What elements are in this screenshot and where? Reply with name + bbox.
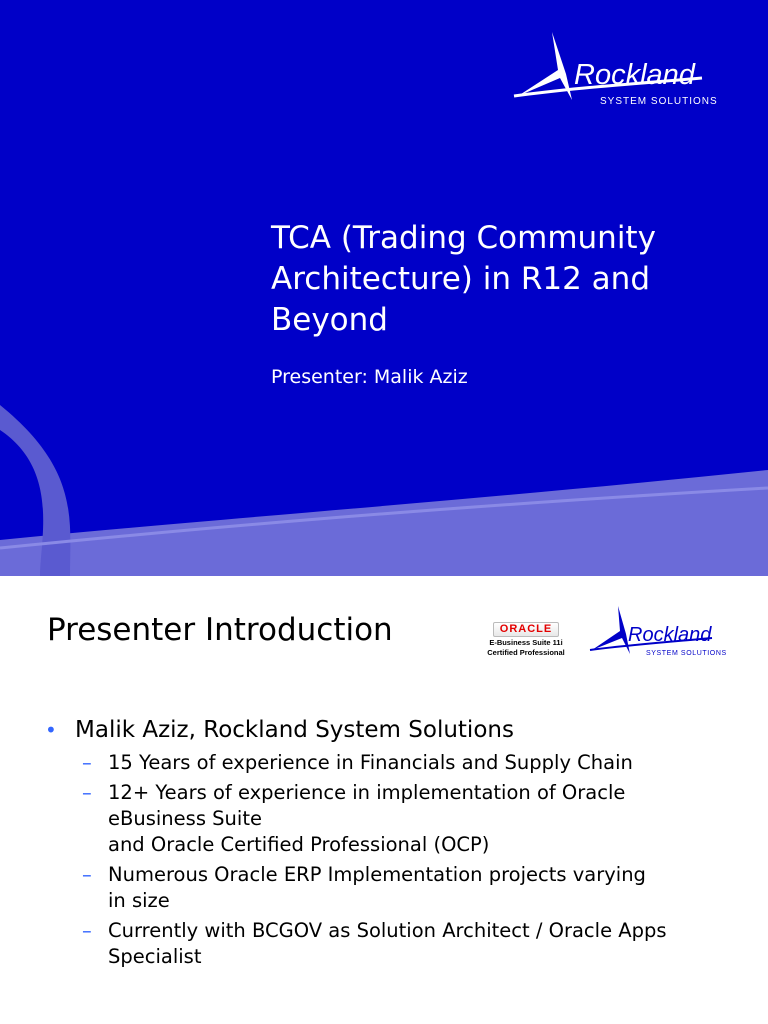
dash-bullet-icon: –: [82, 751, 92, 774]
logo-wordmark: Rockland: [574, 59, 695, 91]
presenter-name: Presenter: Malik Aziz: [271, 366, 468, 388]
rockland-logo: [512, 30, 736, 114]
logo-tagline: SYSTEM SOLUTIONS: [646, 650, 727, 657]
sub-bullet-text: Numerous Oracle ERP Implementation projects varying: [108, 863, 646, 886]
sub-bullet-text: 12+ Years of experience in implementation of Oracle: [108, 781, 626, 804]
logo-wordmark: Rockland: [628, 624, 712, 646]
title-line: TCA (Trading Community: [271, 220, 656, 256]
swoosh-band: [0, 470, 768, 576]
bullet-dot-icon: •: [45, 718, 57, 742]
oracle-certified-badge: [476, 617, 576, 657]
sub-bullet-text: eBusiness Suite: [108, 807, 262, 830]
rockland-logo-small: [588, 604, 734, 660]
main-bullet: [45, 714, 745, 746]
sub-bullet-text: Specialist: [108, 945, 202, 968]
sub-bullet-text: Currently with BCGOV as Solution Architect / Oracle Apps: [108, 919, 667, 942]
sub-bullet-text: and Oracle Certified Professional (OCP): [108, 833, 490, 856]
dash-bullet-icon: –: [82, 919, 92, 942]
title-line: Architecture) in R12 and: [271, 261, 651, 297]
sub-bullet-text: 15 Years of experience in Financials and Supply Chain: [108, 751, 633, 774]
slide-title: [271, 218, 751, 341]
main-bullet-text: Malik Aziz, Rockland System Solutions: [75, 717, 514, 743]
bullet-list: [45, 714, 745, 970]
oracle-badge-line: Certified Professional: [487, 648, 565, 657]
oracle-logo-text: ORACLE: [493, 622, 559, 637]
sub-bullet: [45, 918, 745, 970]
dash-bullet-icon: –: [82, 863, 92, 886]
sub-bullet-text: in size: [108, 889, 170, 912]
title-line: Beyond: [271, 302, 388, 338]
sub-bullet: [45, 750, 745, 776]
dash-bullet-icon: –: [82, 781, 92, 804]
oracle-badge-line: E-Business Suite 11i: [489, 638, 563, 647]
logo-tagline: SYSTEM SOLUTIONS: [600, 96, 718, 107]
intro-title: Presenter Introduction: [47, 612, 393, 648]
sub-bullet: [45, 780, 745, 858]
sub-bullet: [45, 862, 745, 914]
